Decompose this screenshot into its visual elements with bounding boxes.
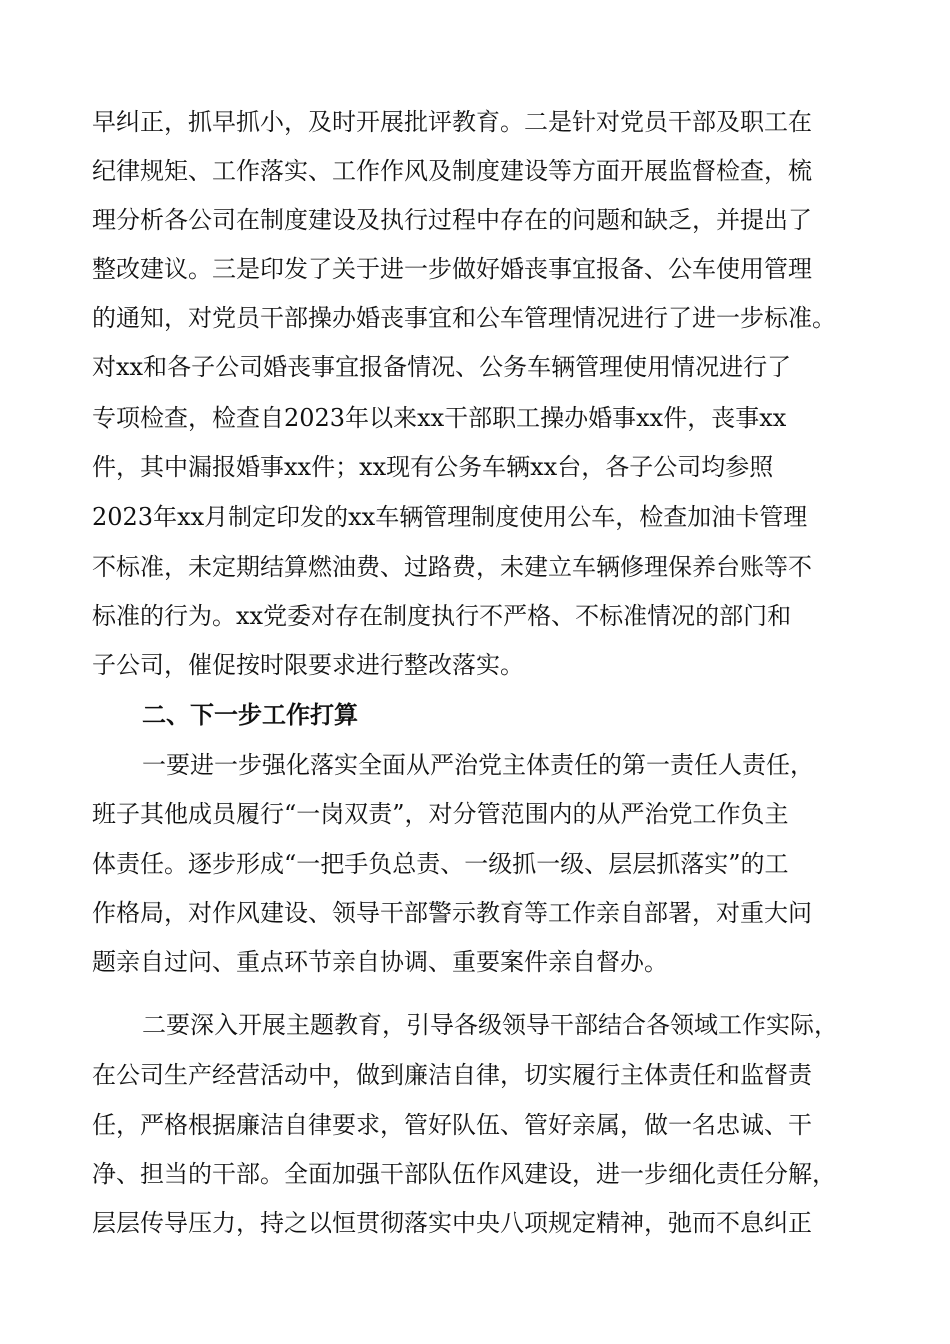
body-text-line: 纪律规矩、工作落实、工作作风及制度建设等方面开展监督检查，梳	[92, 157, 812, 185]
body-text-line: 净、担当的干部。全面加强干部队伍作风建设，进一步细化责任分解，	[92, 1160, 836, 1188]
body-text-line: 作格局，对作风建设、领导干部警示教育等工作亲自部署，对重大问	[92, 899, 812, 927]
body-text-line: 体责任。逐步形成“一把手负总责、一级抓一级、层层抓落实”的工	[92, 850, 789, 878]
body-text-line: 子公司，催促按时限要求进行整改落实。	[92, 651, 524, 679]
paragraph-first-line: 二要深入开展主题教育，引导各级领导干部结合各领域工作实际，	[142, 1011, 838, 1039]
body-text-line: 理分析各公司在制度建设及执行过程中存在的问题和缺乏，并提出了	[92, 206, 812, 234]
section-heading: 二、下一步工作打算	[142, 701, 358, 729]
body-text-line: 件，其中漏报婚事xx件；xx现有公务车辆xx台，各子公司均参照	[92, 453, 774, 481]
body-text-line: 在公司生产经营活动中，做到廉洁自律，切实履行主体责任和监督责	[92, 1061, 812, 1089]
body-text-line: 不标准，未定期结算燃油费、过路费，未建立车辆修理保养台账等不	[92, 553, 812, 581]
body-text-line: 早纠正，抓早抓小，及时开展批评教育。二是针对党员干部及职工在	[92, 108, 812, 136]
body-text-line: 的通知，对党员干部操办婚丧事宜和公车管理情况进行了进一步标准。	[92, 304, 836, 332]
body-text-line: 整改建议。三是印发了关于进一步做好婚丧事宜报备、公车使用管理	[92, 255, 812, 283]
body-text-line: 层层传导压力，持之以恒贯彻落实中央八项规定精神，弛而不息纠正	[92, 1209, 812, 1237]
body-text-line: 对xx和各子公司婚丧事宜报备情况、公务车辆管理使用情况进行了	[92, 353, 792, 381]
body-text-line: 2023年xx月制定印发的xx车辆管理制度使用公车，检查加油卡管理	[92, 503, 808, 531]
body-text-line: 班子其他成员履行“一岗双责”，对分管范围内的从严治党工作负主	[92, 800, 789, 828]
body-text-line: 专项检查，检查自2023年以来xx干部职工操办婚事xx件，丧事xx	[92, 404, 787, 432]
body-text-line: 标准的行为。xx党委对存在制度执行不严格、不标准情况的部门和	[92, 602, 792, 630]
body-text-line: 任，严格根据廉洁自律要求，管好队伍、管好亲属，做一名忠诚、干	[92, 1111, 812, 1139]
paragraph-first-line: 一要进一步强化落实全面从严治党主体责任的第一责任人责任，	[142, 751, 814, 779]
body-text-line: 题亲自过问、重点环节亲自协调、重要案件亲自督办。	[92, 948, 668, 976]
